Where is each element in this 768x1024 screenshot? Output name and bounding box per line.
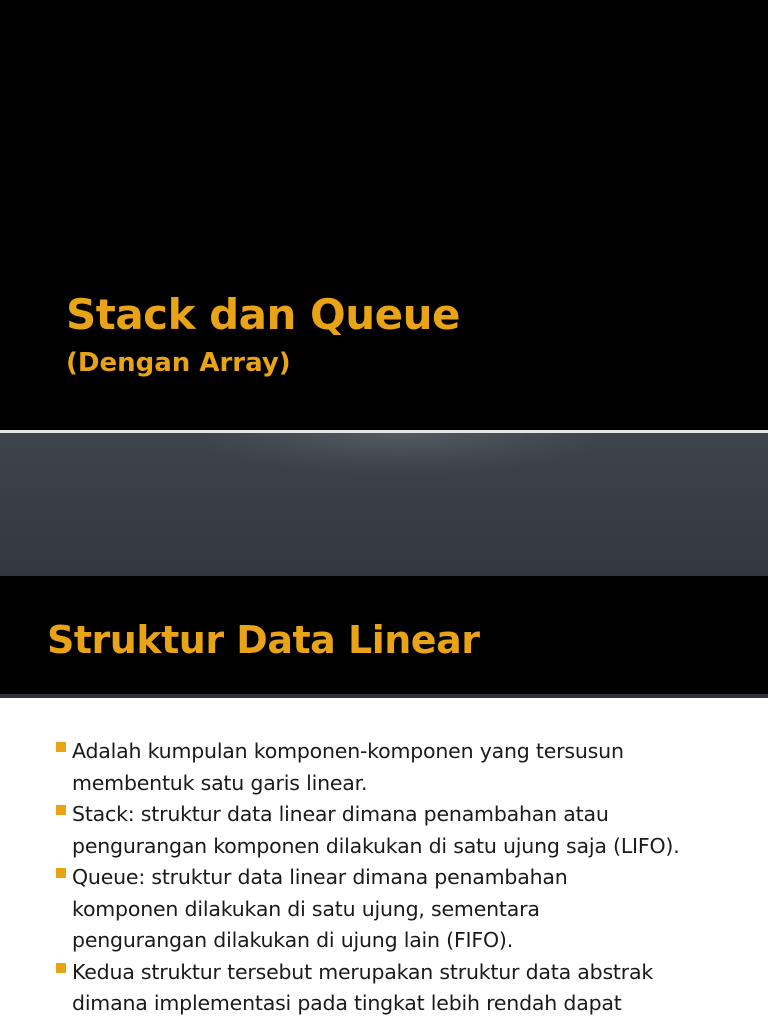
bullet-line: dimana implementasi pada tingkat lebih rendah dapat bbox=[72, 991, 622, 1015]
band-texture bbox=[200, 433, 600, 473]
bullet-line: pengurangan komponen dilakukan di satu ujung saja (LIFO). bbox=[72, 833, 680, 858]
header-rule bbox=[0, 694, 768, 698]
square-bullet-icon bbox=[56, 963, 66, 973]
bullet-item bbox=[0, 799, 768, 862]
slide-title-heading: Stack dan Queue bbox=[66, 290, 461, 339]
bullet-line: komponen dilakukan di satu ujung, sementara bbox=[72, 896, 540, 921]
slide-subtitle: (Dengan Array) bbox=[66, 348, 291, 378]
bullet-line: membentuk satu garis linear. bbox=[72, 770, 368, 795]
bullet-line: Kedua struktur tersebut merupakan struktur data abstrak bbox=[72, 959, 654, 984]
slide-content-heading: Struktur Data Linear bbox=[47, 618, 480, 662]
bullet-item bbox=[0, 957, 768, 1020]
decorative-band bbox=[0, 433, 768, 576]
bullet-line: Queue: struktur data linear dimana penambahan bbox=[72, 865, 568, 889]
bullet-list bbox=[0, 736, 768, 1020]
slide-content[interactable] bbox=[0, 576, 768, 1024]
bullet-line: Adalah kumpulan komponen-komponen yang tersusun bbox=[72, 739, 624, 763]
bullet-item bbox=[0, 862, 768, 957]
bullet-item bbox=[0, 736, 768, 799]
bullet-line: pengurangan dilakukan di ujung lain (FIFO). bbox=[72, 928, 514, 952]
square-bullet-icon bbox=[56, 868, 66, 878]
bullet-line: Stack: struktur data linear dimana penambahan atau bbox=[72, 802, 609, 826]
square-bullet-icon bbox=[56, 742, 66, 752]
slide-header bbox=[0, 576, 768, 694]
square-bullet-icon bbox=[56, 805, 66, 815]
